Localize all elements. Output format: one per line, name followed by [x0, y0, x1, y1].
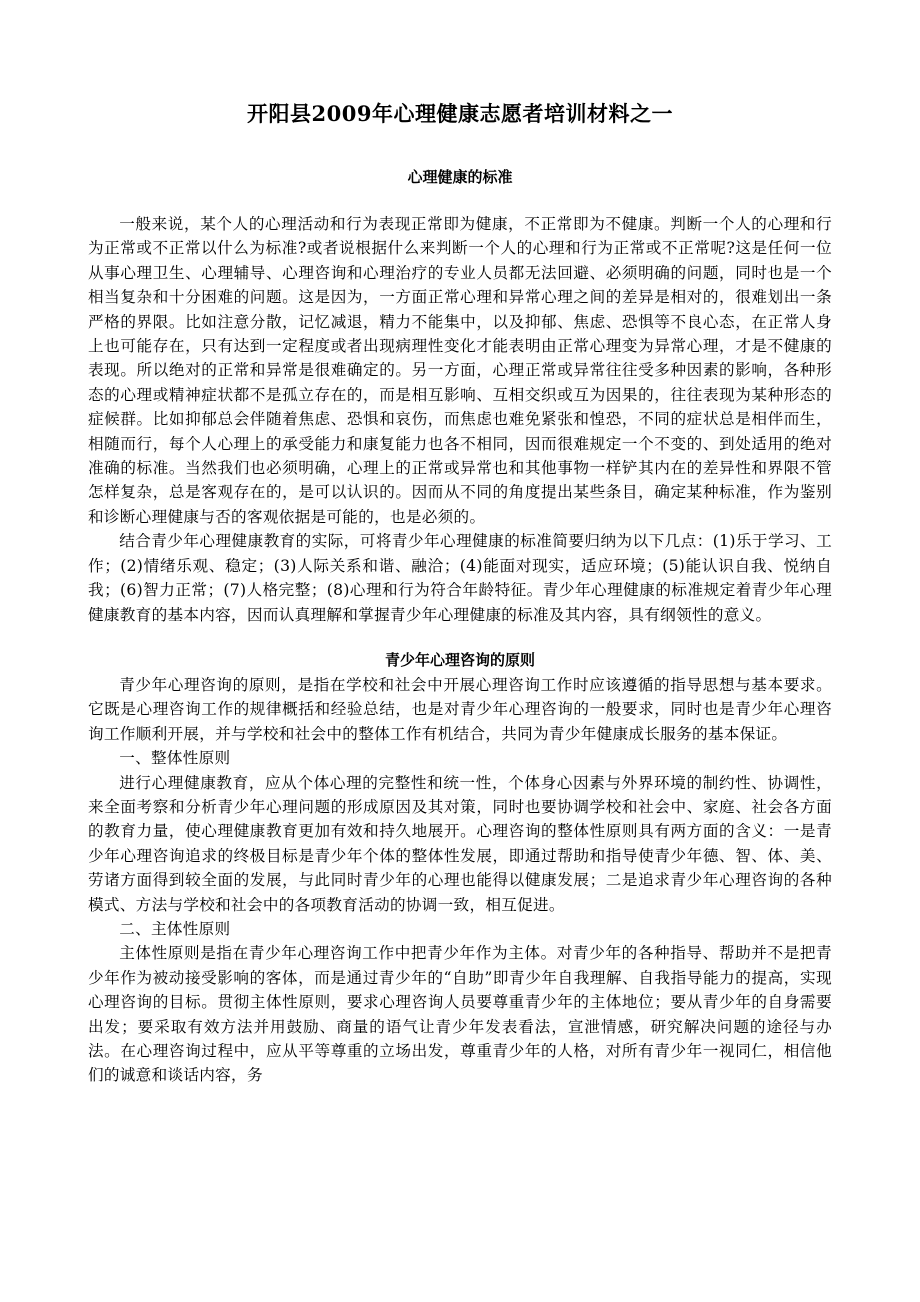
document-page [88, 96, 832, 1088]
spacer [88, 190, 832, 212]
subheading-subjectivity-principle: 二、主体性原则 [119, 919, 231, 938]
section-heading-counseling-principles: 青少年心理咨询的原则 [384, 650, 535, 669]
document-title: 开阳县2009年心理健康志愿者培训材料之一 [247, 101, 673, 126]
section-heading-mental-health-standards: 心理健康的标准 [407, 168, 513, 186]
subheading-holistic-principle: 一、整体性原则 [119, 749, 231, 768]
paragraph-standards-summary: 结合青少年心理健康教育的实际，可将青少年心理健康的标准简要归纳为以下几点：(1)乐于学习、工作；(2)情绪乐观、稳定；(3)人际关系和谐、融洽；(4)能面对现实，适应环境；(5)能认识自我、悦纳自我；(6)智力正常；(7)人格完整；(8)心理和行为符合年龄特征。青少年心理健康的标准规定着青少年心理健康教育的基本内容，因而认真理解和掌握青少年心理健康的标准及其内容，具有纲领性的意义。 [88, 532, 832, 624]
spacer [88, 627, 832, 647]
paragraph-subjectivity-principle: 主体性原则是指在青少年心理咨询工作中把青少年作为主体。对青少年的各种指导、帮助并不是把青少年作为被动接受影响的客体，而是通过青少年的“自助”即青少年自我理解、自我指导能力的提高，实现心理咨询的目标。贯彻主体性原则，要求心理咨询人员要尊重青少年的主体地位；要从青少年的自身需要出发；要采取有效方法并用鼓励、商量的语气让青少年发表看法，宣泄情感，研究解决问题的途径与办法。在心理咨询过程中，应从平等尊重的立场出发，尊重青少年的人格，对所有青少年一视同仁，相信他们的诚意和谈话内容，务 [88, 944, 832, 1085]
paragraph-standards-intro: 一般来说，某个人的心理活动和行为表现正常即为健康，不正常即为不健康。判断一个人的心理和行为正常或不正常以什么为标准?或者说根据什么来判断一个人的心理和行为正常或不正常呢?这是任何一位从事心理卫生、心理辅导、心理咨询和心理治疗的专业人员都无法回避、必须明确的问题，同时也是一个相当复杂和十分困难的问题。这是因为，一方面正常心理和异常心理之间的差异是相对的，很难划出一条严格的界限。比如注意分散，记忆减退，精力不能集中，以及抑郁、焦虑、恐惧等不良心态，在正常人身上也可能存在，只有达到一定程度或者出现病理性变化才能表明由正常心理变为异常心理，才是不健康的表现。所以绝对的正常和异常是很难确定的。另一方面，心理正常或异常往往受多种因素的影响，各种形态的心理或精神症状都不是孤立存在的，而是相互影响、互相交织或互为因果的，往往表现为某种形态的症候群。比如抑郁总会伴随着焦虑、恐惧和哀伤，而焦虑也难免紧张和惶恐，不同的症状总是相伴而生，相随而行，每个人心理上的承受能力和康复能力也各不相同，因而很难规定一个不变的、到处适用的绝对准确的标准。当然我们也必须明确，心理上的正常或异常也和其他事物一样铲其内在的差异性和界限不管怎样复杂，总是客观存在的，是可以认识的。因而从不同的角度提出某些条目，确定某种标准，作为鉴别和诊断心理健康与否的客观依据是可能的，也是必须的。 [88, 215, 832, 526]
paragraph-holistic-principle: 进行心理健康教育，应从个体心理的完整性和统一性，个体身心因素与外界环境的制约性、协调性，来全面考察和分析青少年心理问题的形成原因及其对策，同时也要协调学校和社会中、家庭、社会各方面的教育力量，使心理健康教育更加有效和持久地展开。心理咨询的整体性原则具有两方面的含义：一是青少年心理咨询追求的终极目标是青少年个体的整体性发展，即通过帮助和指导使青少年德、智、体、美、劳诸方面得到较全面的发展，与此同时青少年的心理也能得以健康发展；二是追求青少年心理咨询的各种模式、方法与学校和社会中的各项教育活动的协调一致，相互促进。 [88, 773, 832, 914]
paragraph-principles-intro: 青少年心理咨询的原则，是指在学校和社会中开展心理咨询工作时应该遵循的指导思想与基本要求。它既是心理咨询工作的规律概括和经验总结，也是对青少年心理咨询的一般要求，同时也是青少年心理咨询工作顺利开展，并与学校和社会中的整体工作有机结合，共同为青少年健康成长服务的基本保证。 [88, 675, 832, 743]
